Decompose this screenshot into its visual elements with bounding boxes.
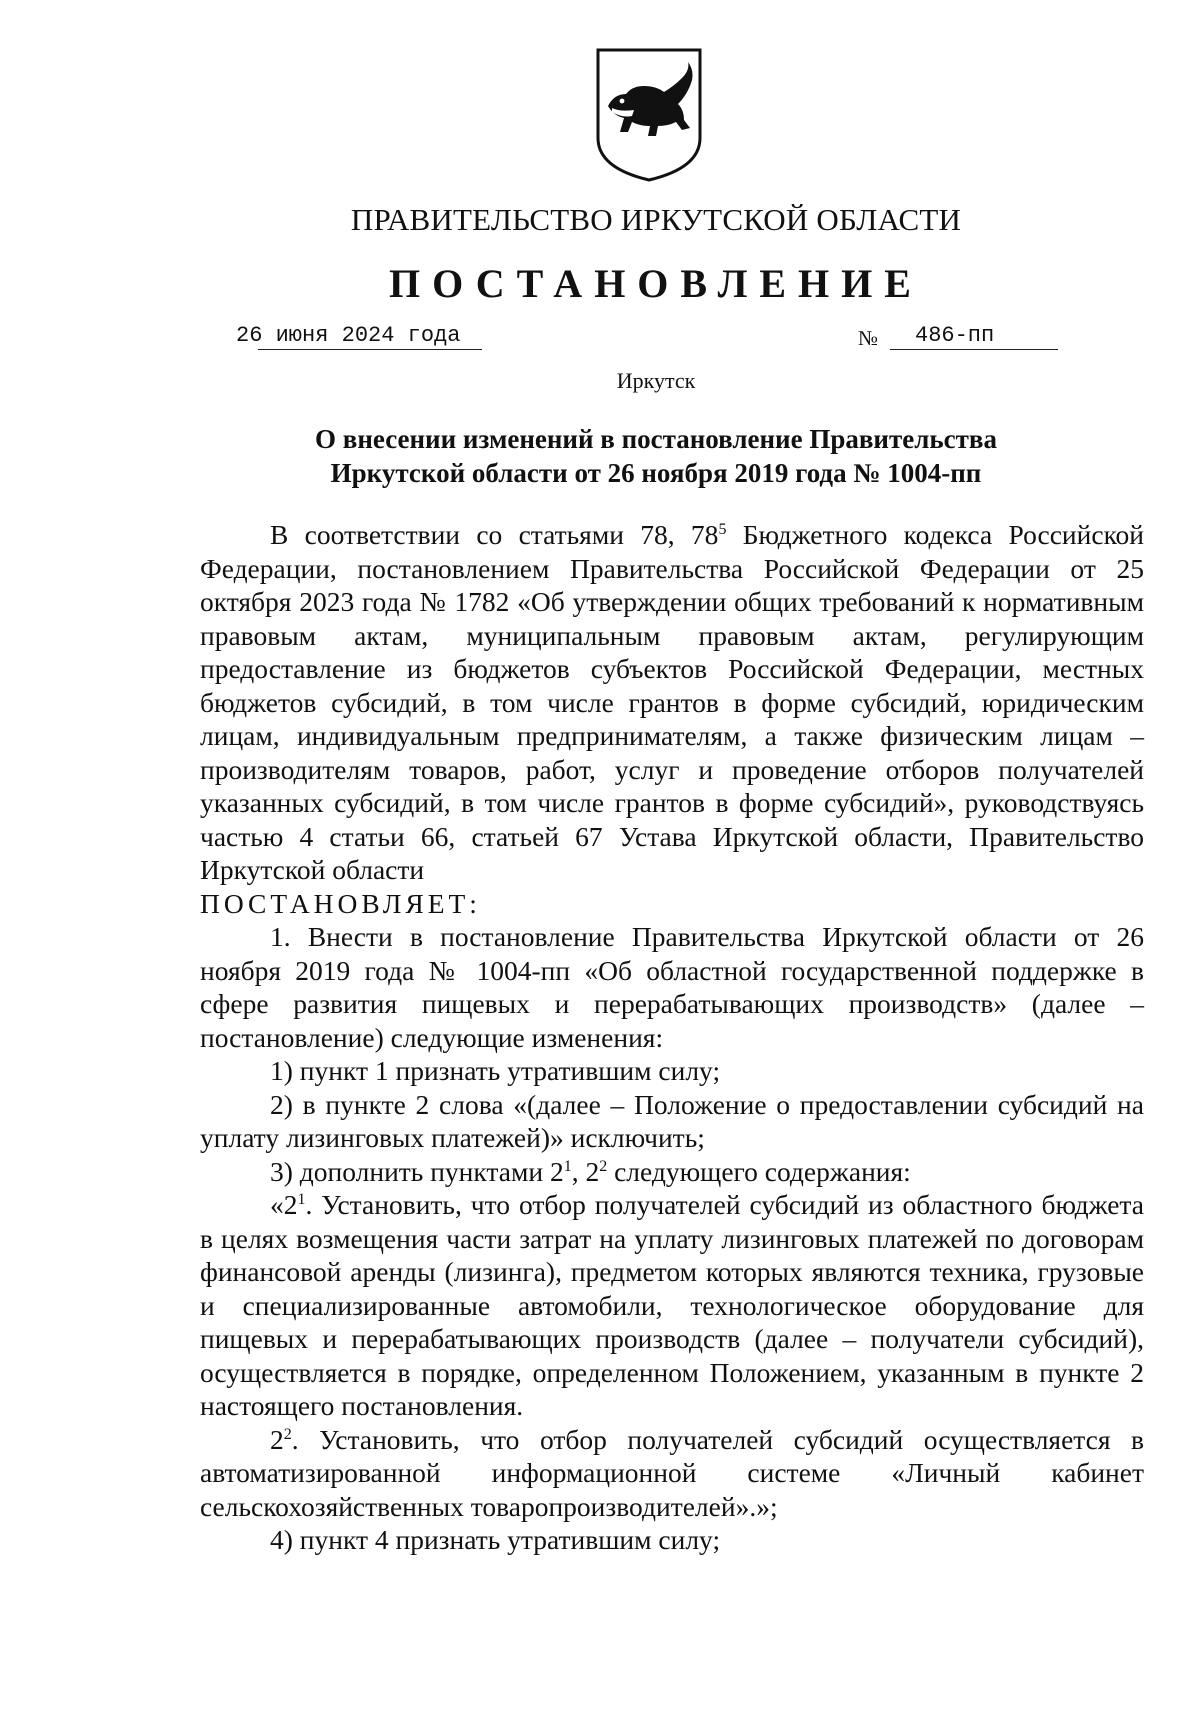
subitem-4: 4) пункт 4 признать утратившим силу; xyxy=(270,1524,721,1555)
subitem-1: 1) пункт 1 признать утратившим силу; xyxy=(270,1055,721,1086)
document-body xyxy=(200,518,1144,1557)
point-2-2: $2^2$. Установить, что отбор получателей субсидий осуществляется в автоматизированной информационной системе «Личный кабинет сельскохозяйственных товаропроизводителей».»; xyxy=(200,1423,1144,1522)
coat-of-arms-icon xyxy=(594,46,704,184)
subitem-2: 2) в пункте 2 слова «(далее – Положение о предоставлении субсидий на уплату лизинговых платежей)» исключить; xyxy=(200,1088,1144,1153)
title-line: Иркутской области от 26 ноября 2019 года № 1004-пп xyxy=(330,458,982,488)
number-underline xyxy=(890,349,1058,350)
item-1: 1. Внести в постановление Правительства Иркутской области от 26 ноября 2019 года № 1004-пп «Об областной государственной поддержке в сфере развития пищевых и перерабатывающих производств» (далее – постановление) следующие изменения: xyxy=(200,921,1144,1053)
document-number: 486-пп xyxy=(915,323,995,348)
title-line: О внесении изменений в постановление Правительства xyxy=(315,424,997,454)
point-2-1: «$2^1$. Установить, что отбор получателей субсидий из областного бюджета в целях возмещения части затрат на уплату лизинговых платежей по договорам финансовой аренды (лизинга), предметом которых являются техника, грузовые и специализированные автомобили, технологическое оборудование для пищевых и перерабатывающих производств (далее – получатели субсидий), осуществляется в порядке, определенном Положением, указанным в пункте 2 настоящего постановления. xyxy=(200,1189,1144,1421)
document-type: ПОСТАНОВЛЕНИЕ xyxy=(389,261,923,306)
document-title xyxy=(200,422,1112,490)
government-name: ПРАВИТЕЛЬСТВО ИРКУТСКОЙ ОБЛАСТИ xyxy=(350,202,962,237)
number-label: № xyxy=(858,326,879,350)
resolves-heading: ПОСТАНОВЛЯЕТ: xyxy=(200,887,481,919)
preamble: В соответствии со статьями 78, $78^5$ Бюджетного кодекса Российской Федерации, постановлением Правительства Российской Федерации от 25 октября 2023 года № 1782 «Об утверждении общих требований к нормативным правовым актам, муниципальным правовым актам, регулирующим предоставление из бюджетов субъектов Российской Федерации, местных бюджетов субсидий, в том числе грантов в форме субсидий, юридическим лицам, индивидуальным предпринимателям, а также физическим лицам – производителям товаров, работ, услуг и проведение отборов получателей указанных субсидий, в том числе грантов в форме субсидий», руководствуясь частью 4 статьи 66, статьей 67 Устава Иркутской области, Правительство Иркутской области xyxy=(200,519,1144,885)
document-date: 26 июня 2024 года xyxy=(236,323,461,348)
date-underline xyxy=(258,349,482,350)
subitem-3: 3) дополнить пунктами $2^1$, $2^2$ следующего содержания: xyxy=(270,1155,911,1187)
city: Иркутск xyxy=(616,368,696,393)
